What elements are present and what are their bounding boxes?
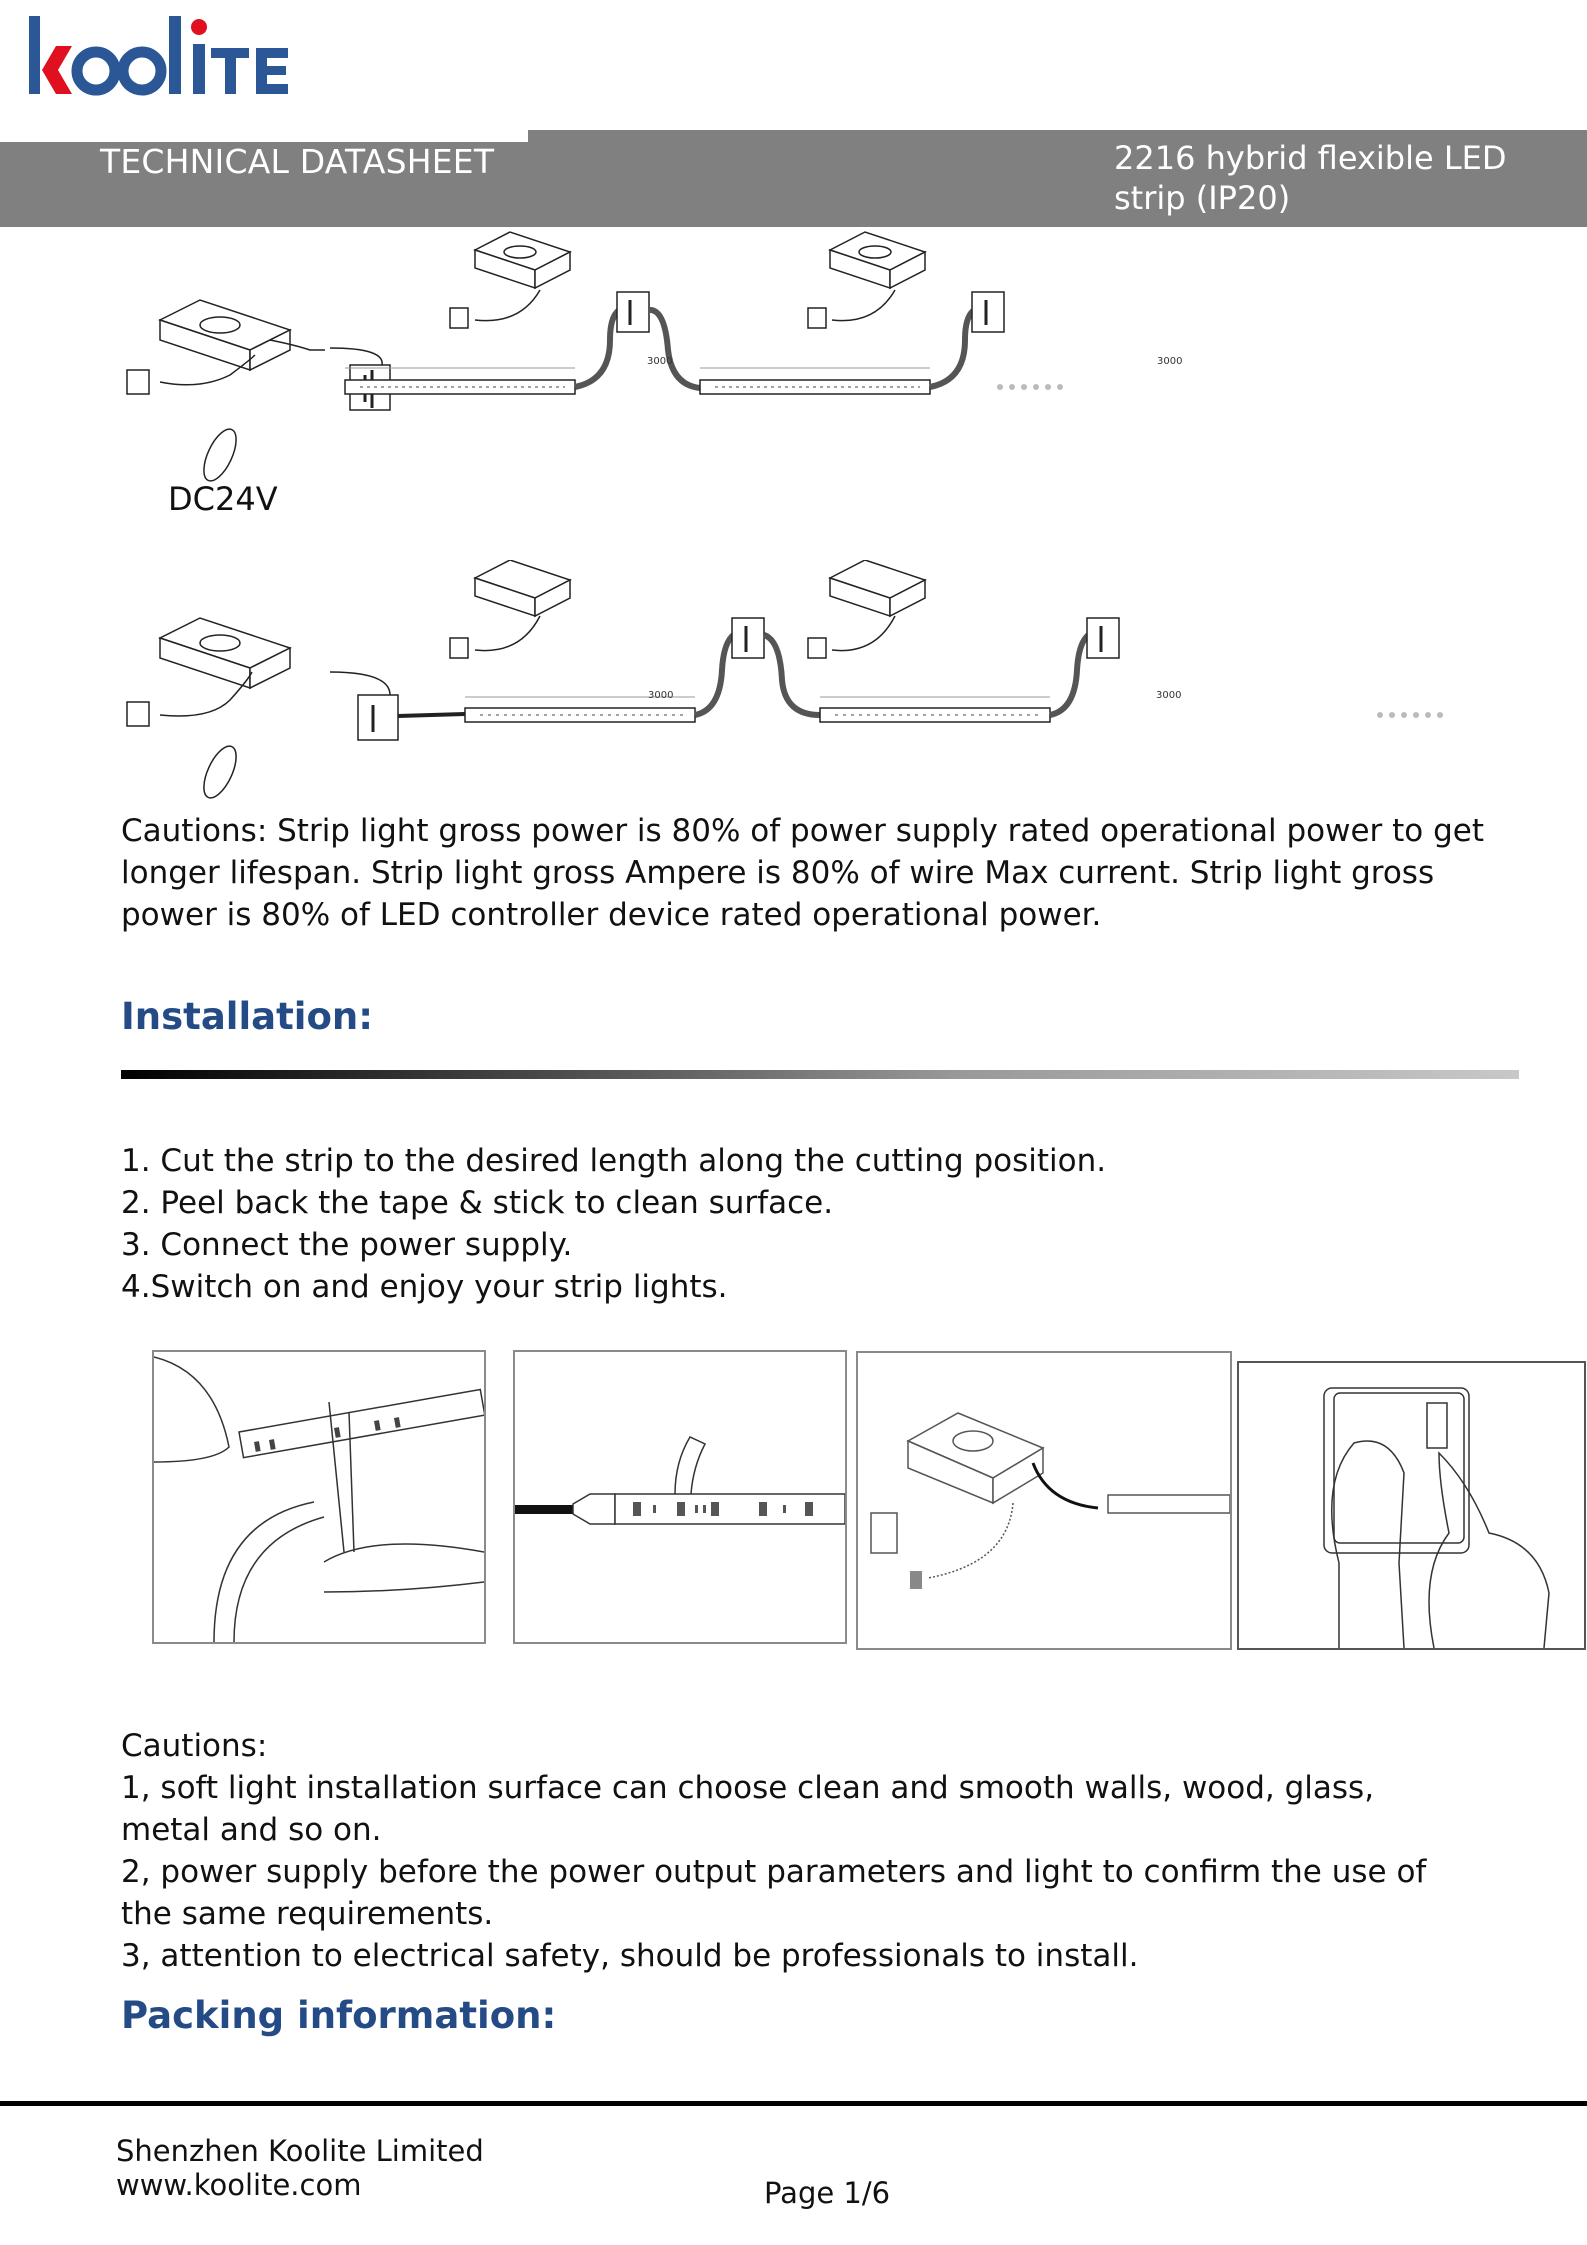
installation-step: 3. Connect the power supply.	[121, 1227, 573, 1263]
plug-icon	[1332, 1441, 1404, 1648]
remote-control-icon	[197, 742, 242, 803]
segment-length-label: 3000	[648, 690, 674, 701]
hand-icon	[1429, 1453, 1549, 1648]
continuation-dots	[997, 384, 1063, 390]
installation-cautions	[121, 1725, 1491, 1977]
led-controller-icon	[972, 292, 1004, 332]
installation-step: 2. Peel back the tape & stick to clean surface.	[121, 1185, 834, 1221]
wall-socket-icon	[450, 638, 468, 658]
power-cautions-paragraph: Cautions: Strip light gross power is 80% of power supply rated operational power to get longer lifespan. Strip light gross Ampere is 80% of wire Max current. Strip light gross power is 80% of LED controller device rated operational power.	[121, 813, 1485, 933]
installation-step: 4.Switch on and enjoy your strip lights.	[121, 1269, 728, 1305]
illustration-connect-power	[856, 1351, 1232, 1650]
led-strip-segment	[820, 708, 1050, 722]
footer-website-link[interactable]: www.koolite.com	[116, 2168, 362, 2202]
continuation-dots	[1377, 712, 1443, 718]
caution-line: 3, attention to electrical safety, should be professionals to install.	[121, 1938, 1139, 1974]
installation-steps	[121, 1140, 1491, 1308]
led-controller-icon	[617, 292, 649, 332]
wall-socket-icon	[808, 638, 826, 658]
remote-control-icon	[197, 425, 242, 486]
illustration-cut-strip	[152, 1350, 486, 1644]
led-controller-icon	[1087, 618, 1119, 658]
document-type-title: TECHNICAL DATASHEET	[100, 142, 495, 181]
led-controller-icon	[732, 618, 764, 658]
product-title-line-1: 2216 hybrid flexible LED	[1114, 139, 1507, 177]
packing-heading: Packing information:	[121, 1994, 557, 2037]
caution-line: the same requirements.	[121, 1896, 494, 1932]
cable-icon	[515, 1505, 573, 1514]
caution-line: 2, power supply before the power output parameters and light to confirm the use of	[121, 1854, 1427, 1890]
footer-company: Shenzhen Koolite Limited	[116, 2134, 484, 2168]
illustration-switch-on	[1237, 1361, 1586, 1650]
segment-length-label: 3000	[1157, 356, 1183, 367]
led-controller-icon	[358, 695, 398, 740]
segment-length-label: 3000	[1156, 690, 1182, 701]
wall-socket-icon	[127, 702, 149, 726]
wall-socket-icon	[450, 308, 468, 328]
section-divider	[121, 1070, 1519, 1079]
led-strip-icon	[1108, 1495, 1230, 1513]
footer-divider	[0, 2101, 1587, 2106]
koolite-logo	[26, 14, 326, 104]
power-supply-icon	[160, 300, 290, 370]
led-strip-icon	[239, 1389, 484, 1457]
koolite-logo-graphic	[26, 14, 326, 104]
caution-line: metal and so on.	[121, 1812, 382, 1848]
product-title	[1114, 138, 1554, 218]
segment-length-label: 3000	[647, 356, 673, 367]
page-number: Page 1/6	[764, 2176, 891, 2210]
wiring-diagram-1	[120, 230, 1480, 530]
installation-step: 1. Cut the strip to the desired length along the cutting position.	[121, 1143, 1107, 1179]
product-title-line-2: strip (IP20)	[1114, 179, 1291, 217]
cautions-title: Cautions:	[121, 1728, 268, 1764]
wiring-diagram-2	[120, 560, 1480, 810]
switch-icon	[1427, 1403, 1447, 1448]
led-strip-segment	[465, 708, 695, 722]
plug-icon	[910, 1571, 922, 1589]
illustration-peel-tape	[513, 1350, 847, 1644]
wall-socket-icon	[808, 308, 826, 328]
wall-socket-icon	[871, 1513, 897, 1553]
caution-line: 1, soft light installation surface can choose clean and smooth walls, wood, glass,	[121, 1770, 1375, 1806]
installation-heading: Installation:	[121, 995, 374, 1038]
voltage-label: DC24V	[168, 480, 278, 518]
wall-socket-icon	[127, 370, 149, 394]
hand-icon	[154, 1357, 229, 1462]
tape-backing-icon	[675, 1437, 705, 1494]
